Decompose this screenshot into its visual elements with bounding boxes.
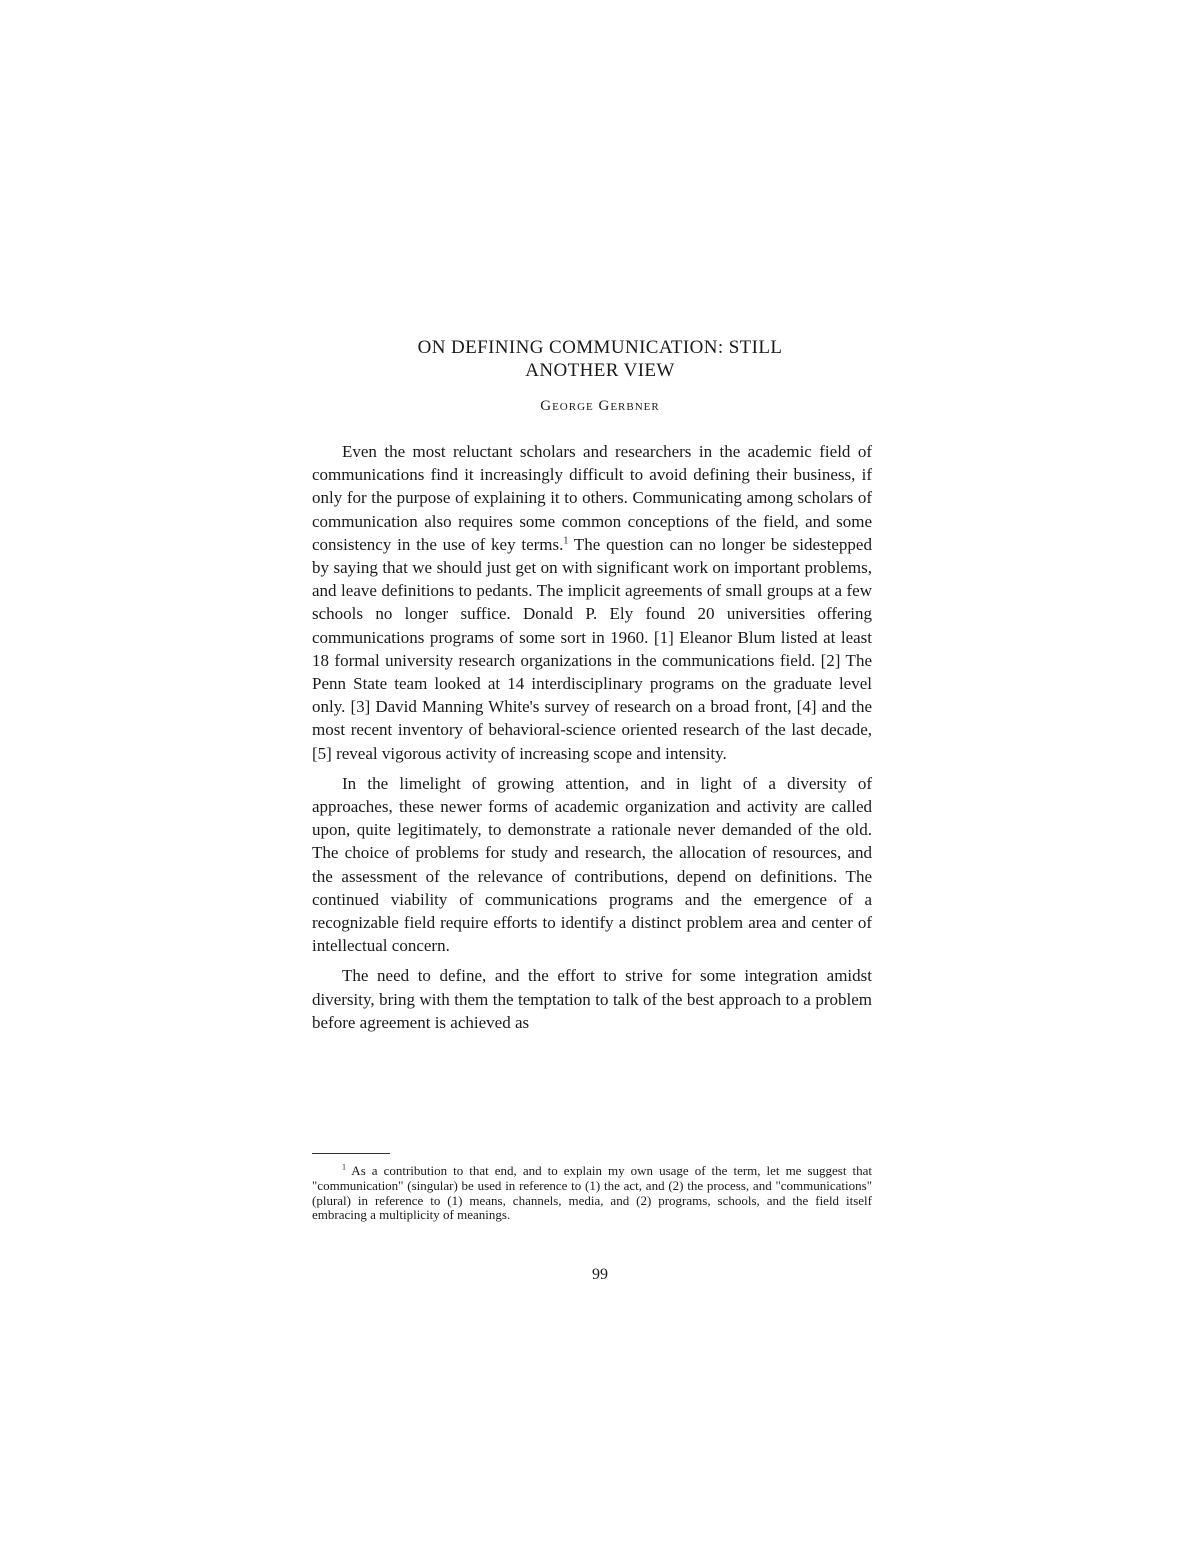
footnote-reference: 1 bbox=[563, 535, 569, 547]
footnote-text: As a contribution to that end, and to explain my own usage of the term, let me suggest that "communication" (singular) be used in reference to (1) the act, and (2) the process, and "communications" (plural) in reference to (1) means, channels, media, and (2) programs, schools, and the field itself embracing a multiplicity of meanings. bbox=[312, 1163, 872, 1223]
page-number: 99 bbox=[592, 1266, 608, 1283]
article-title-line-2: ANOTHER VIEW bbox=[525, 360, 675, 381]
article-title-line-1: ON DEFINING COMMUNICATION: STILL bbox=[417, 337, 783, 358]
body-paragraph-2: In the limelight of growing attention, and in light of a diversity of approaches, these newer forms of academic organization and activity are called upon, quite legitimately, to demonstrate a rationale never demanded of the old. The choice of problems for study and research, the allocation of resources, and the assessment of the relevance of contributions, depend on definitions. The continued viability of communications programs and the emergence of a recognizable field require efforts to identify a distinct problem area and center of intellectual concern. bbox=[312, 773, 872, 956]
body-paragraph-1 bbox=[312, 440, 872, 765]
paragraph-1-text-b: The question can no longer be sidestepped by saying that we should just get on with significant work on important problems, and leave definitions to pedants. The implicit agreements of small groups at a few schools no longer suffice. Donald P. Ely found 20 universities offering communications programs of some sort in 1960. [1] Eleanor Blum listed at least 18 formal university research organizations in the communications field. [2] The Penn State team looked at 14 interdisciplinary programs on the graduate level only. [3] David Manning White's survey of research on a broad front, [4] and the most recent inventory of behavioral-science oriented research of the last decade, [5] reveal vigorous activity of increasing scope and intensity. bbox=[312, 534, 872, 763]
footnote bbox=[312, 1164, 872, 1223]
footnote-divider bbox=[312, 1153, 390, 1154]
body-paragraph-3: The need to define, and the effort to strive for some integration amidst diversity, bring with them the temptation to talk of the best approach to a problem before agreement is achieved as bbox=[312, 966, 872, 1032]
paragraph-1-text-a: Even the most reluctant scholars and researchers in the academic field of communications find it increasingly difficult to avoid defining their business, if only for the purpose of explaining it to others. Communicating among scholars of communication also requires some common conceptions of the field, and some consistency in the use of key terms. bbox=[312, 442, 872, 554]
author-name: George Gerbner bbox=[540, 398, 660, 414]
footnote-marker: 1 bbox=[342, 1162, 346, 1172]
article-body bbox=[312, 440, 872, 1041]
article-title bbox=[320, 336, 880, 382]
